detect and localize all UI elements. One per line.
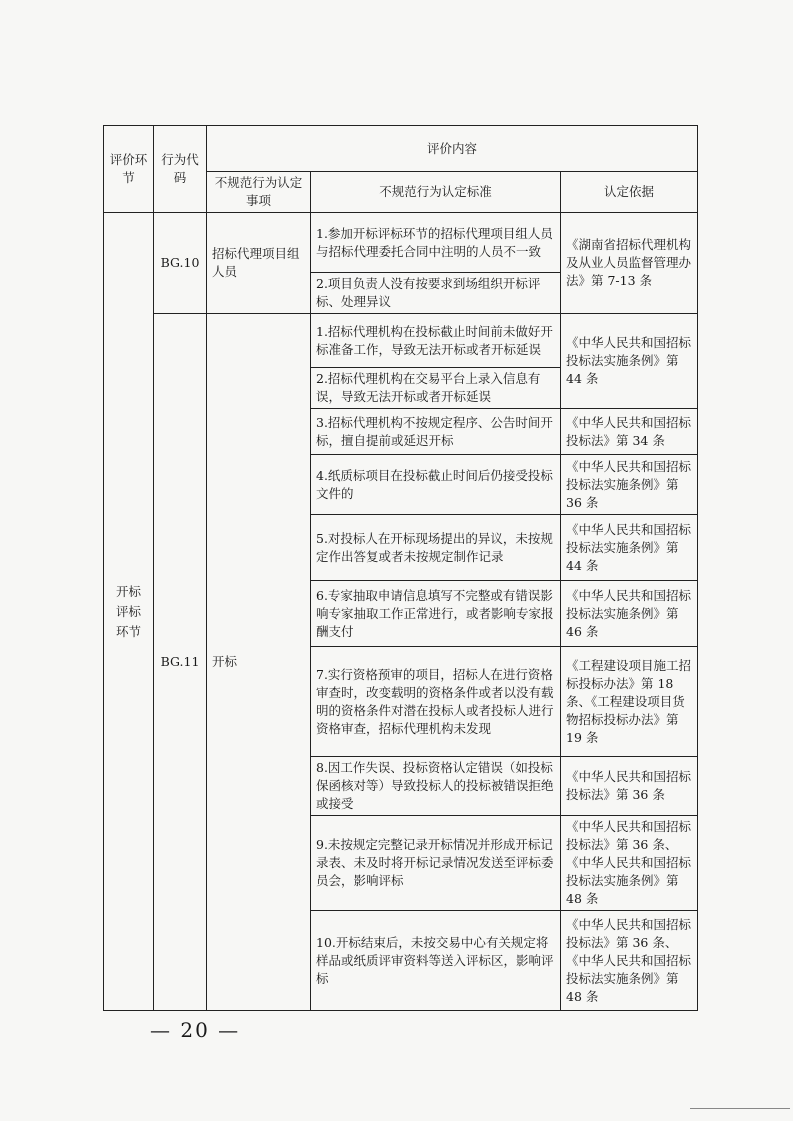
criteria-cell: 9.未按规定完整记录开标情况并形成开标记录表、未及时将开标记录情况发送至评标委员会，影响评标 bbox=[311, 816, 561, 911]
evaluation-table bbox=[103, 125, 698, 1011]
header-code: 行为代码 bbox=[154, 126, 207, 213]
criteria-cell: 3.招标代理机构不按规定程序、公告时间开标，擅自提前或延迟开标 bbox=[311, 409, 561, 455]
criteria-cell: 4.纸质标项目在投标截止时间后仍接受投标文件的 bbox=[311, 455, 561, 515]
basis-cell: 《中华人民共和国招标投标法实施条例》第 46 条 bbox=[561, 581, 698, 647]
scan-edge-line bbox=[690, 1108, 790, 1109]
table-row bbox=[104, 314, 698, 368]
basis-cell: 《中华人民共和国招标投标法》第 34 条 bbox=[561, 409, 698, 455]
header-content: 评价内容 bbox=[207, 126, 698, 172]
code-cell: BG.11 bbox=[154, 314, 207, 1011]
basis-cell: 《中华人民共和国招标投标法实施条例》第 44 条 bbox=[561, 515, 698, 581]
basis-cell: 《中华人民共和国招标投标法》第 36 条 bbox=[561, 757, 698, 816]
stage-cell: 开标评标环节 bbox=[104, 213, 154, 1011]
criteria-cell: 1.招标代理机构在投标截止时间前未做好开标准备工作，导致无法开标或者开标延误 bbox=[311, 314, 561, 368]
criteria-cell: 8.因工作失误、投标资格认定错误（如投标保函核对等）导致投标人的投标被错误拒绝或接受 bbox=[311, 757, 561, 816]
criteria-cell: 5.对投标人在开标现场提出的异议，未按规定作出答复或者未按规定制作记录 bbox=[311, 515, 561, 581]
basis-cell: 《中华人民共和国招标投标法》第 36 条、《中华人民共和国招标投标法实施条例》第 48 条 bbox=[561, 816, 698, 911]
header-stage: 评价环节 bbox=[104, 126, 154, 213]
criteria-cell: 1.参加开标评标环节的招标代理项目组人员与招标代理委托合同中注明的人员不一致 bbox=[311, 213, 561, 273]
table-row bbox=[104, 213, 698, 273]
criteria-cell: 2.招标代理机构在交易平台上录入信息有误，导致无法开标或者开标延误 bbox=[311, 368, 561, 409]
header-matter: 不规范行为认定事项 bbox=[207, 172, 311, 213]
code-cell: BG.10 bbox=[154, 213, 207, 314]
criteria-cell: 7.实行资格预审的项目，招标人在进行资格审查时，改变载明的资格条件或者以没有载明的资格条件对潜在投标人或者投标人进行资格审查，招标代理机构未发现 bbox=[311, 647, 561, 757]
page-number: — 20 — bbox=[150, 1018, 241, 1042]
basis-cell: 《湖南省招标代理机构及从业人员监督管理办法》第 7-13 条 bbox=[561, 213, 698, 314]
matter-cell: 招标代理项目组人员 bbox=[207, 213, 311, 314]
criteria-cell: 10.开标结束后，未按交易中心有关规定将样品或纸质评审资料等送入评标区，影响评标 bbox=[311, 911, 561, 1011]
basis-cell: 《中华人民共和国招标投标法实施条例》第 36 条 bbox=[561, 455, 698, 515]
header-basis: 认定依据 bbox=[561, 172, 698, 213]
header-criteria: 不规范行为认定标准 bbox=[311, 172, 561, 213]
basis-cell: 《工程建设项目施工招标投标办法》第 18 条、《工程建设项目货物招标投标办法》第 19 条 bbox=[561, 647, 698, 757]
matter-cell: 开标 bbox=[207, 314, 311, 1011]
criteria-cell: 2.项目负责人没有按要求到场组织开标评标、处理异议 bbox=[311, 273, 561, 314]
criteria-cell: 6.专家抽取申请信息填写不完整或有错误影响专家抽取工作正常进行，或者影响专家报酬支付 bbox=[311, 581, 561, 647]
basis-cell: 《中华人民共和国招标投标法实施条例》第 44 条 bbox=[561, 314, 698, 409]
basis-cell: 《中华人民共和国招标投标法》第 36 条、《中华人民共和国招标投标法实施条例》第 48 条 bbox=[561, 911, 698, 1011]
